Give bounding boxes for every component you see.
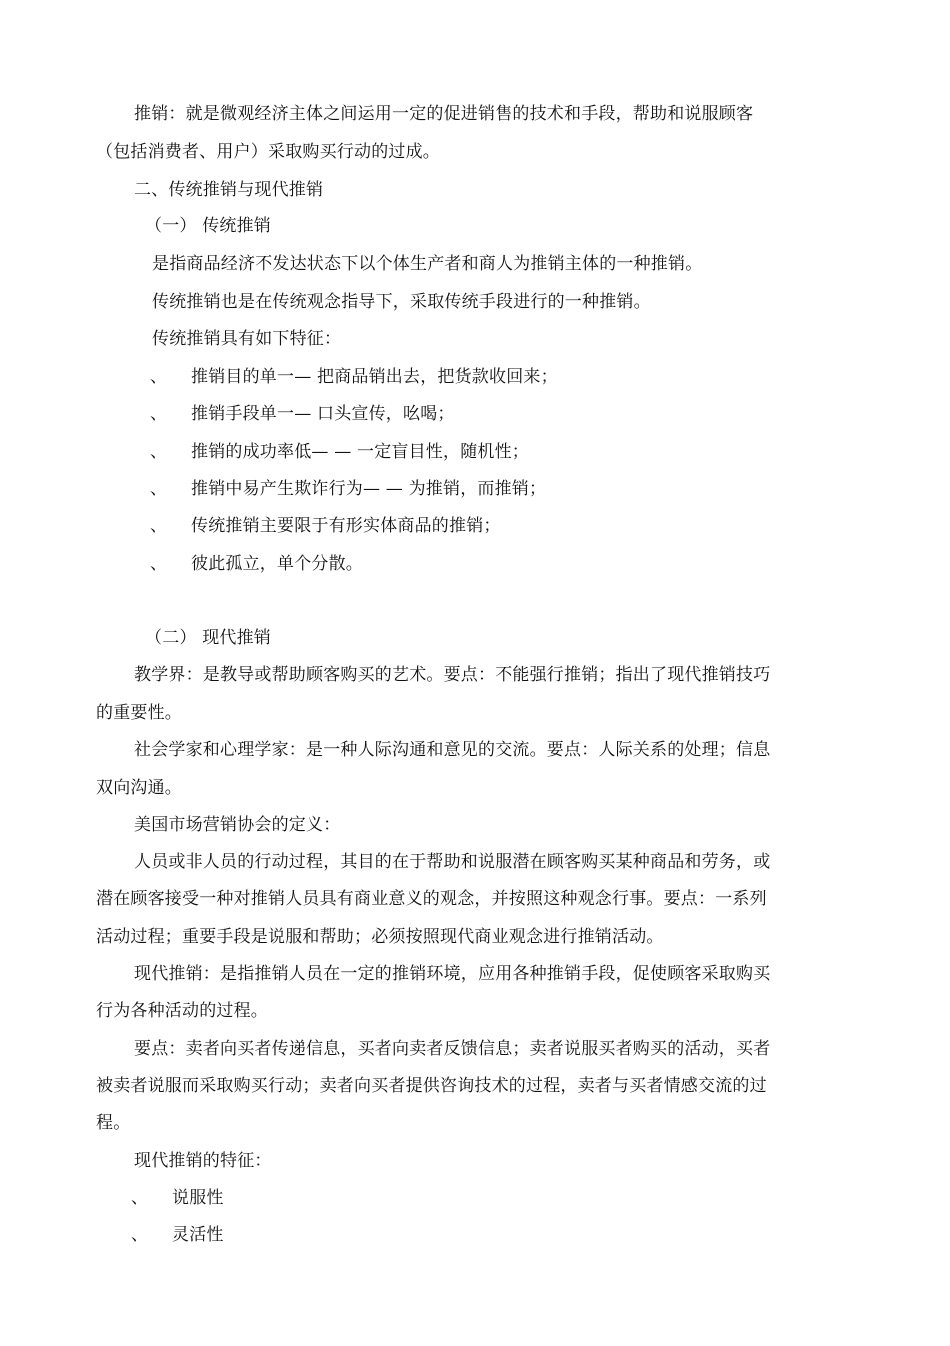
list-bullet: 、 (150, 554, 167, 574)
list-bullet: 、 (150, 367, 167, 387)
definition-line-2: （包括消费者、用户）采取购买行动的过成。 (96, 142, 440, 162)
list-bullet: 、 (150, 516, 167, 536)
modern-definition-line-1: 现代推销：是指推销人员在一定的推销环境，应用各种推销手段，促使顾客采取购买 (134, 964, 771, 984)
traditional-definition: 是指商品经济不发达状态下以个体生产者和商人为推销主体的一种推销。 (152, 254, 703, 274)
list-bullet: 、 (150, 442, 167, 462)
traditional-feature-2: 推销手段单一— 口头宣传，吆喝； (191, 404, 455, 424)
subsection-heading-modern: （二） 现代推销 (145, 628, 272, 648)
key-points-line-1: 要点：卖者向买者传递信息，买者向卖者反馈信息；卖者说服买者购买的活动，买者 (134, 1039, 771, 1059)
list-bullet: 、 (131, 1188, 148, 1208)
traditional-feature-5: 传统推销主要限于有形实体商品的推销； (191, 516, 501, 536)
sociology-view-line-1: 社会学家和心理学家：是一种人际沟通和意见的交流。要点：人际关系的处理；信息 (134, 740, 771, 760)
education-view-line-2: 的重要性。 (96, 703, 182, 723)
traditional-features-intro: 传统推销具有如下特征： (152, 329, 342, 349)
list-bullet: 、 (150, 479, 167, 499)
list-bullet: 、 (131, 1225, 148, 1245)
education-view-line-1: 教学界：是教导或帮助顾客购买的艺术。要点：不能强行推销；指出了现代推销技巧 (134, 665, 771, 685)
ama-definition-line-2: 潜在顾客接受一种对推销人员具有商业意义的观念，并按照这种观念行事。要点：一系列 (96, 889, 767, 909)
ama-definition-line-3: 活动过程；重要手段是说服和帮助；必须按照现代商业观念进行推销活动。 (96, 927, 664, 947)
traditional-feature-4: 推销中易产生欺诈行为— — 为推销，而推销； (191, 479, 547, 499)
ama-definition-line-1: 人员或非人员的行动过程，其目的在于帮助和说服潜在顾客购买某种商品和劳务，或 (134, 852, 771, 872)
modern-feature-1: 说服性 (172, 1188, 224, 1208)
key-points-line-3: 程。 (96, 1113, 131, 1133)
modern-features-intro: 现代推销的特征： (134, 1151, 272, 1171)
list-bullet: 、 (150, 404, 167, 424)
definition-line-1: 推销：就是微观经济主体之间运用一定的促进销售的技术和手段，帮助和说服顾客 (134, 104, 754, 124)
key-points-line-2: 被卖者说服而采取购买行动；卖者向买者提供咨询技术的过程，卖者与买者情感交流的过 (96, 1076, 767, 1096)
modern-feature-2: 灵活性 (172, 1225, 224, 1245)
modern-definition-line-2: 行为各种活动的过程。 (96, 1001, 268, 1021)
sociology-view-line-2: 双向沟通。 (96, 778, 182, 798)
subsection-heading-traditional: （一） 传统推销 (145, 216, 272, 236)
traditional-concept: 传统推销也是在传统观念指导下，采取传统手段进行的一种推销。 (152, 292, 651, 312)
ama-definition-intro: 美国市场营销协会的定义： (134, 815, 341, 835)
section-heading: 二、传统推销与现代推销 (134, 180, 324, 200)
traditional-feature-3: 推销的成功率低— — 一定盲目性，随机性； (191, 442, 530, 462)
traditional-feature-6: 彼此孤立，单个分散。 (191, 554, 363, 574)
traditional-feature-1: 推销目的单一— 把商品销出去，把货款收回来； (191, 367, 558, 387)
